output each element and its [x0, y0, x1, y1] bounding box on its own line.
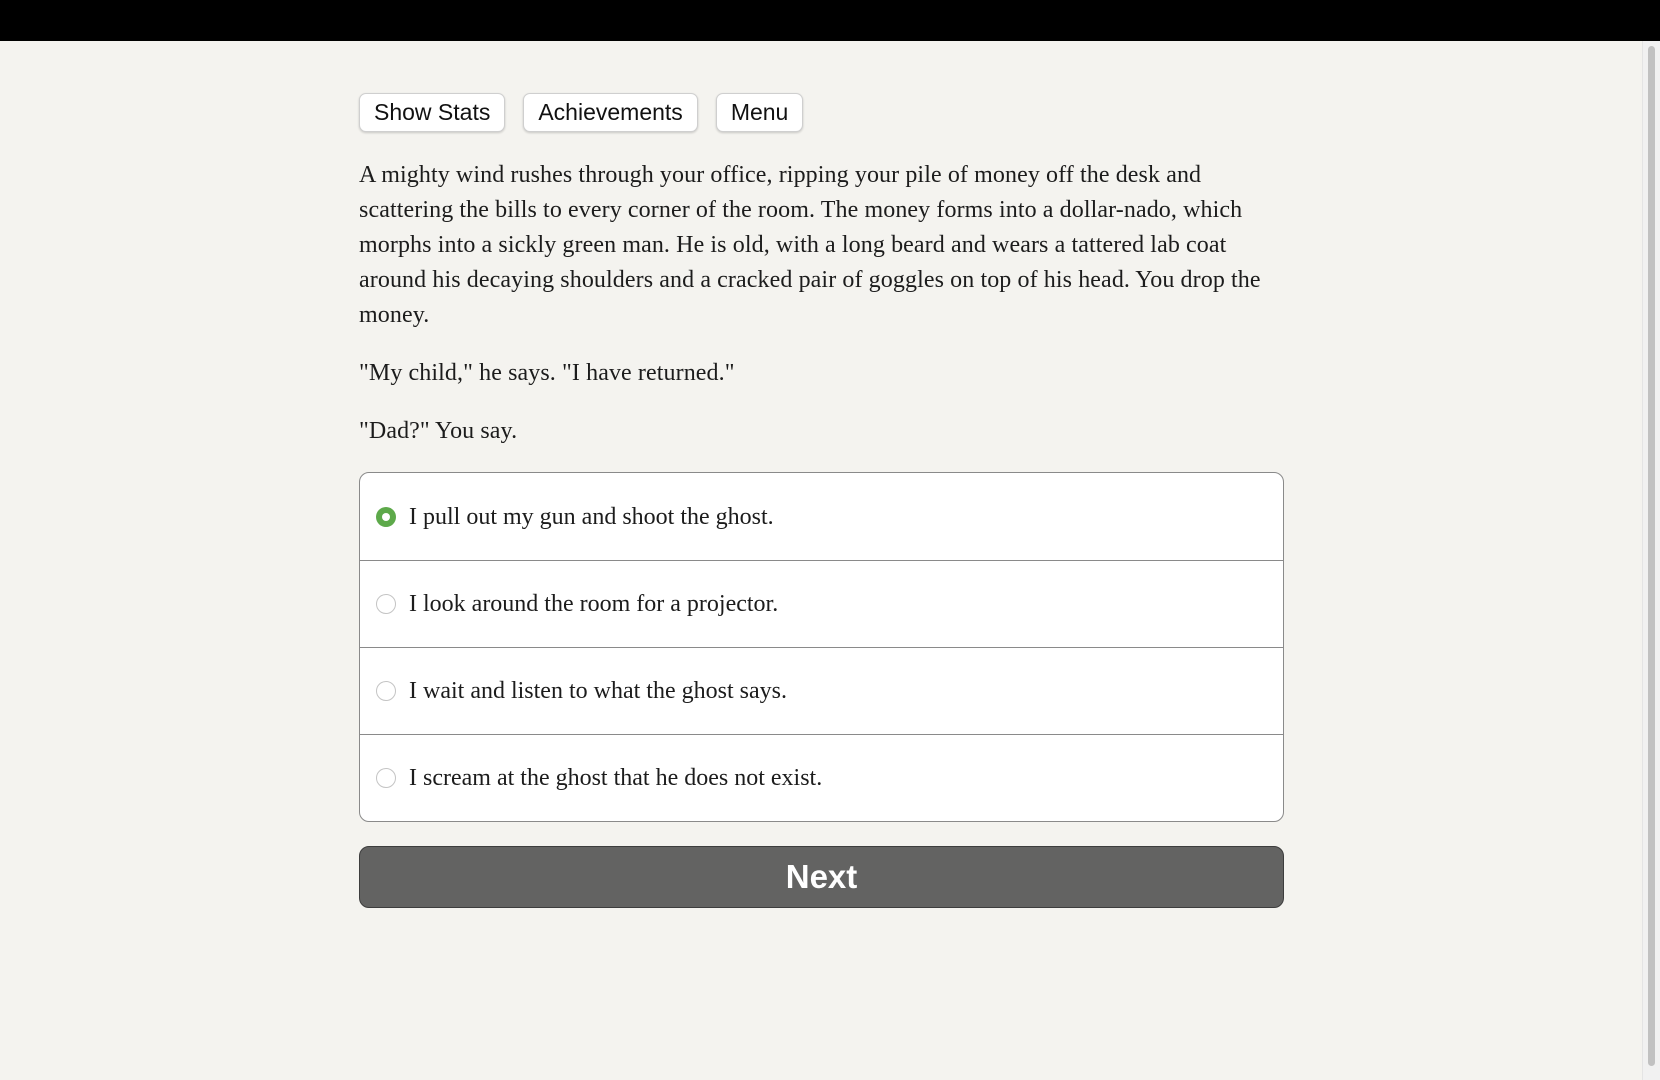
game-content: [359, 93, 1284, 908]
menu-button[interactable]: Menu: [716, 93, 804, 132]
choice-option-1[interactable]: [360, 473, 1283, 560]
choice-label: I wait and listen to what the ghost says.: [409, 678, 787, 704]
show-stats-button[interactable]: Show Stats: [359, 93, 505, 132]
next-button[interactable]: Next: [359, 846, 1284, 908]
story-paragraph: "My child," he says. "I have returned.": [359, 360, 735, 386]
choice-label: I look around the room for a projector.: [409, 591, 779, 617]
choice-label: I scream at the ghost that he does not exist.: [409, 765, 823, 791]
scrollbar-thumb[interactable]: [1648, 46, 1655, 1066]
choice-list: [359, 472, 1284, 822]
choice-option-4[interactable]: [360, 734, 1283, 821]
choice-option-2[interactable]: [360, 560, 1283, 647]
radio-button[interactable]: [376, 594, 396, 614]
choice-option-3[interactable]: [360, 647, 1283, 734]
browser-top-bar: [0, 0, 1660, 41]
story-paragraph: A mighty wind rushes through your office, ripping your pile of money off the desk and scattering the bills to every corner of the room. The money forms into a dollar-nado, which morphs into a sickly green man. He is old, with a long beard and wears a tattered lab coat around his decaying shoulders and a cracked pair of goggles on top of his head. You drop the money.: [359, 162, 1261, 328]
page-scrollbar[interactable]: [1642, 41, 1660, 1080]
achievements-button[interactable]: Achievements: [523, 93, 697, 132]
story-paragraph: "Dad?" You say.: [359, 418, 518, 444]
radio-button[interactable]: [376, 768, 396, 788]
radio-button[interactable]: [376, 681, 396, 701]
radio-button[interactable]: [376, 507, 396, 527]
choice-label: I pull out my gun and shoot the ghost.: [409, 503, 774, 530]
game-toolbar: [359, 93, 1284, 133]
story-text: [359, 158, 1284, 449]
